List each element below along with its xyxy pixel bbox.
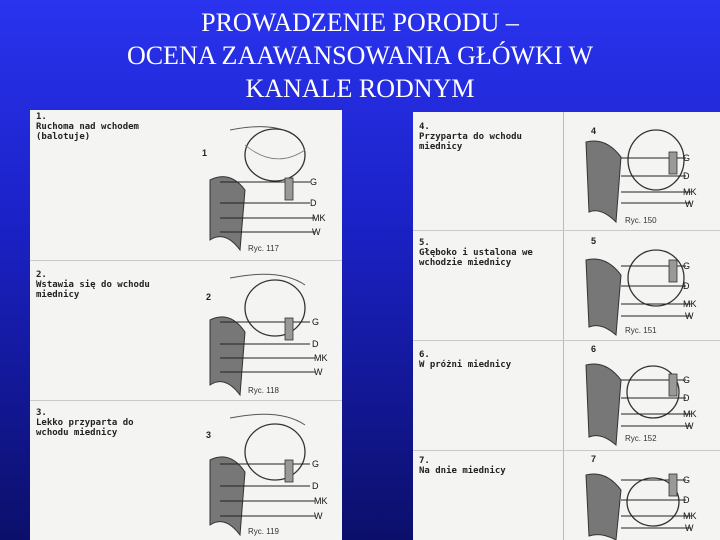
stage-description-4: 4. Przyparta do wchodu miednicy bbox=[419, 122, 522, 152]
label-mk: MK bbox=[314, 353, 328, 363]
title-line-2: OCENA ZAAWANSOWANIA GŁÓWKI W bbox=[126, 41, 594, 70]
label-mk: MK bbox=[683, 409, 697, 419]
label-w: W bbox=[312, 227, 321, 237]
label-w: W bbox=[314, 367, 323, 377]
stage-section-6 bbox=[413, 340, 720, 451]
pelvis-diagram-4 bbox=[571, 112, 720, 230]
figure-caption-5: Ryc. 151 bbox=[625, 326, 657, 335]
label-g: G bbox=[683, 153, 691, 163]
label-g: G bbox=[312, 317, 320, 327]
stage-description-6: 6. W próżni miednicy bbox=[419, 350, 512, 370]
figure-caption-2: Ryc. 118 bbox=[248, 386, 279, 395]
figure-caption-6: Ryc. 152 bbox=[625, 434, 657, 443]
label-w: W bbox=[685, 311, 694, 321]
figure-number-4: 4 bbox=[591, 126, 597, 136]
label-g: G bbox=[683, 475, 691, 485]
stage-description-2: 2. Wstawia się do wchodu miednicy bbox=[36, 270, 150, 300]
left-scan-panel bbox=[30, 110, 342, 540]
figure-number-2: 2 bbox=[206, 292, 212, 302]
figure-caption-3: Ryc. 119 bbox=[248, 527, 279, 536]
label-w: W bbox=[685, 523, 694, 533]
label-w: W bbox=[314, 511, 323, 521]
stage-description-1: 1. Ruchoma nad wchodem (balotuje) bbox=[36, 112, 139, 142]
label-g: G bbox=[310, 177, 318, 187]
label-g: G bbox=[683, 261, 691, 271]
stage-description-3: 3. Lekko przyparta do wchodu miednicy bbox=[36, 408, 134, 438]
label-d: D bbox=[683, 281, 690, 291]
label-d: D bbox=[683, 393, 690, 403]
label-mk: MK bbox=[314, 496, 328, 506]
label-mk: MK bbox=[683, 187, 697, 197]
label-d: D bbox=[683, 171, 690, 181]
label-g: G bbox=[312, 459, 320, 469]
title-line-1: PROWADZENIE PORODU – bbox=[201, 8, 519, 37]
figure-number-6: 6 bbox=[591, 344, 597, 354]
label-d: D bbox=[310, 198, 317, 208]
title-line-3: KANALE RODNYM bbox=[245, 74, 475, 103]
label-mk: MK bbox=[312, 213, 326, 223]
label-mk: MK bbox=[683, 299, 697, 309]
label-d: D bbox=[312, 339, 319, 349]
figure-number-5: 5 bbox=[591, 236, 597, 246]
label-w: W bbox=[685, 421, 694, 431]
figure-number-3: 3 bbox=[206, 430, 212, 440]
label-g: G bbox=[683, 375, 691, 385]
label-mk: MK bbox=[683, 511, 697, 521]
pelvis-diagram-1 bbox=[190, 110, 342, 260]
pelvis-diagram-7 bbox=[571, 450, 720, 540]
stage-section-5 bbox=[413, 230, 720, 341]
figure-caption-4: Ryc. 150 bbox=[625, 216, 657, 225]
figure-number-1: 1 bbox=[202, 148, 208, 158]
stage-section-7 bbox=[413, 450, 720, 540]
figure-caption-1: Ryc. 117 bbox=[248, 244, 279, 253]
label-d: D bbox=[312, 481, 319, 491]
right-scan-panel bbox=[413, 112, 720, 540]
label-d: D bbox=[683, 495, 690, 505]
stage-section-1 bbox=[30, 110, 342, 261]
slide-title bbox=[0, 6, 720, 105]
figure-number-7: 7 bbox=[591, 454, 597, 464]
pelvis-diagram-2 bbox=[190, 260, 342, 400]
stage-section-4 bbox=[413, 112, 720, 231]
pelvis-diagram-5 bbox=[571, 230, 720, 340]
stage-section-2 bbox=[30, 260, 342, 401]
stage-description-7: 7. Na dnie miednicy bbox=[419, 456, 506, 476]
stage-description-5: 5. Głęboko i ustalona we wchodzie miednicy bbox=[419, 238, 533, 268]
label-w: W bbox=[685, 199, 694, 209]
stage-section-3 bbox=[30, 400, 342, 540]
